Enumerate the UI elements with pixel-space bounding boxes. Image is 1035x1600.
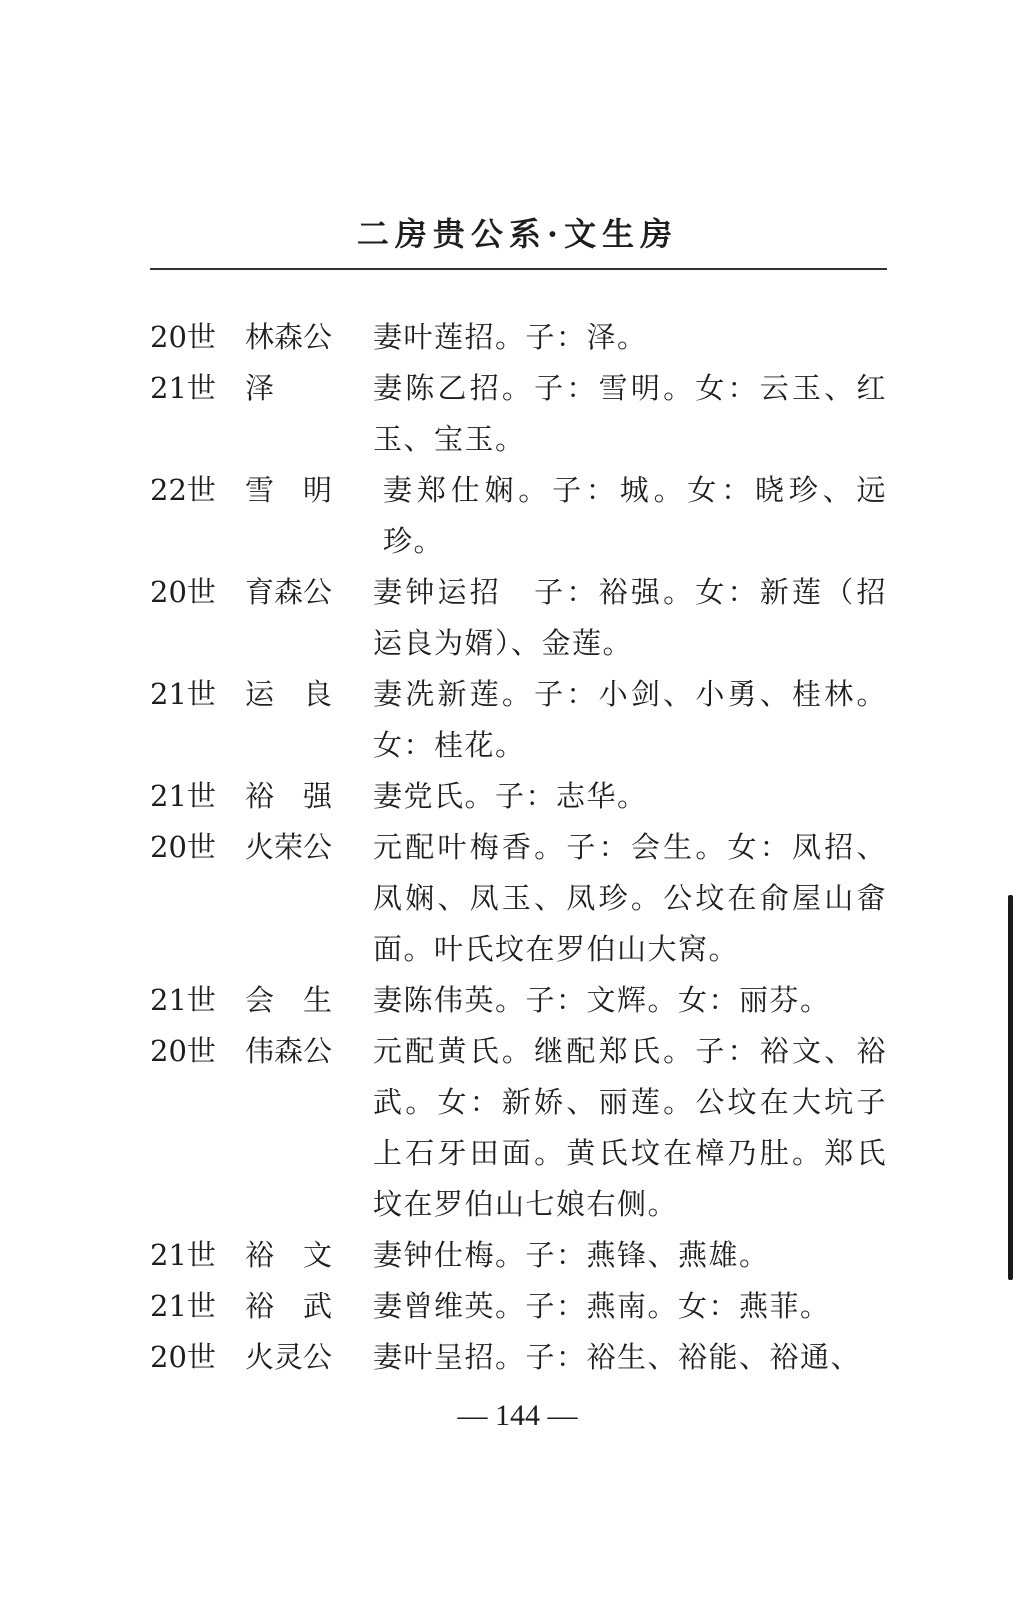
person-name: 火荣公 — [245, 830, 333, 864]
generation-label: 20世 — [150, 320, 216, 354]
entry-text: 妻党氏。子：志华。 — [373, 779, 648, 813]
genealogy-entry — [150, 1281, 890, 1332]
generation-label: 20世 — [150, 1034, 216, 1068]
genealogy-entry — [150, 1230, 890, 1281]
genealogy-entry — [150, 567, 890, 669]
entry-text: 妻钟运招 子：裕强。女：新莲（招运良为婿）、金莲。 — [373, 575, 887, 660]
entry-text: 元配叶梅香。子：会生。女：凤招、凤娴、凤玉、凤珍。公坟在俞屋山畲面。叶氏坟在罗伯山大窝。 — [373, 830, 887, 966]
entry-text: 妻叶莲招。子：泽。 — [373, 320, 648, 354]
person-name: 裕 文 — [245, 1238, 333, 1272]
person-name: 运 良 — [245, 677, 333, 711]
genealogy-entry — [150, 465, 890, 567]
genealogy-entry — [150, 312, 890, 363]
genealogy-entries — [150, 312, 890, 1383]
entry-text: 妻曾维英。子：燕南。女：燕菲。 — [373, 1289, 831, 1323]
generation-label: 20世 — [150, 830, 216, 864]
entry-text: 妻钟仕梅。子：燕锋、燕雄。 — [373, 1238, 770, 1272]
person-name: 伟森公 — [245, 1034, 333, 1068]
person-name: 雪 明 — [245, 473, 333, 507]
genealogy-entry — [150, 669, 890, 771]
person-name: 裕 强 — [245, 779, 333, 813]
entry-text: 妻冼新莲。子：小剑、小勇、桂林。女：桂花。 — [373, 677, 887, 762]
generation-label: 21世 — [150, 779, 216, 813]
page-header-title: 二房贵公系·文生房 — [356, 215, 679, 253]
genealogy-entry — [150, 1332, 890, 1383]
genealogy-entry — [150, 1026, 890, 1230]
generation-label: 20世 — [150, 575, 216, 609]
generation-label: 21世 — [150, 677, 216, 711]
person-name: 育森公 — [245, 575, 333, 609]
page-number: — 144 — — [457, 1399, 578, 1432]
header-divider — [150, 268, 887, 270]
generation-label: 21世 — [150, 1289, 216, 1323]
genealogy-entry — [150, 975, 890, 1026]
genealogy-entry — [150, 822, 890, 975]
genealogy-entry — [150, 771, 890, 822]
entry-text: 妻陈乙招。子：雪明。女：云玉、红玉、宝玉。 — [373, 371, 887, 456]
genealogy-entry — [150, 363, 890, 465]
generation-label: 20世 — [150, 1340, 216, 1374]
entry-text: 妻陈伟英。子：文辉。女：丽芬。 — [373, 983, 831, 1017]
person-name: 裕 武 — [245, 1289, 333, 1323]
generation-label: 22世 — [150, 473, 216, 507]
entry-text: 妻郑仕娴。子：城。女：晓珍、远珍。 — [383, 473, 887, 558]
entry-text: 元配黄氏。继配郑氏。子：裕文、裕武。女：新娇、丽莲。公坟在大坑子上石牙田面。黄氏坟在樟乃肚。郑氏坟在罗伯山七娘右侧。 — [373, 1034, 887, 1221]
generation-label: 21世 — [150, 371, 216, 405]
person-name: 林森公 — [245, 320, 333, 354]
person-name: 火灵公 — [245, 1340, 333, 1374]
page-edge-mark — [1008, 895, 1013, 1280]
person-name: 泽 — [245, 371, 275, 405]
generation-label: 21世 — [150, 1238, 216, 1272]
entry-text: 妻叶呈招。子：裕生、裕能、裕通、 — [373, 1340, 862, 1374]
generation-label: 21世 — [150, 983, 216, 1017]
person-name: 会 生 — [245, 983, 333, 1017]
